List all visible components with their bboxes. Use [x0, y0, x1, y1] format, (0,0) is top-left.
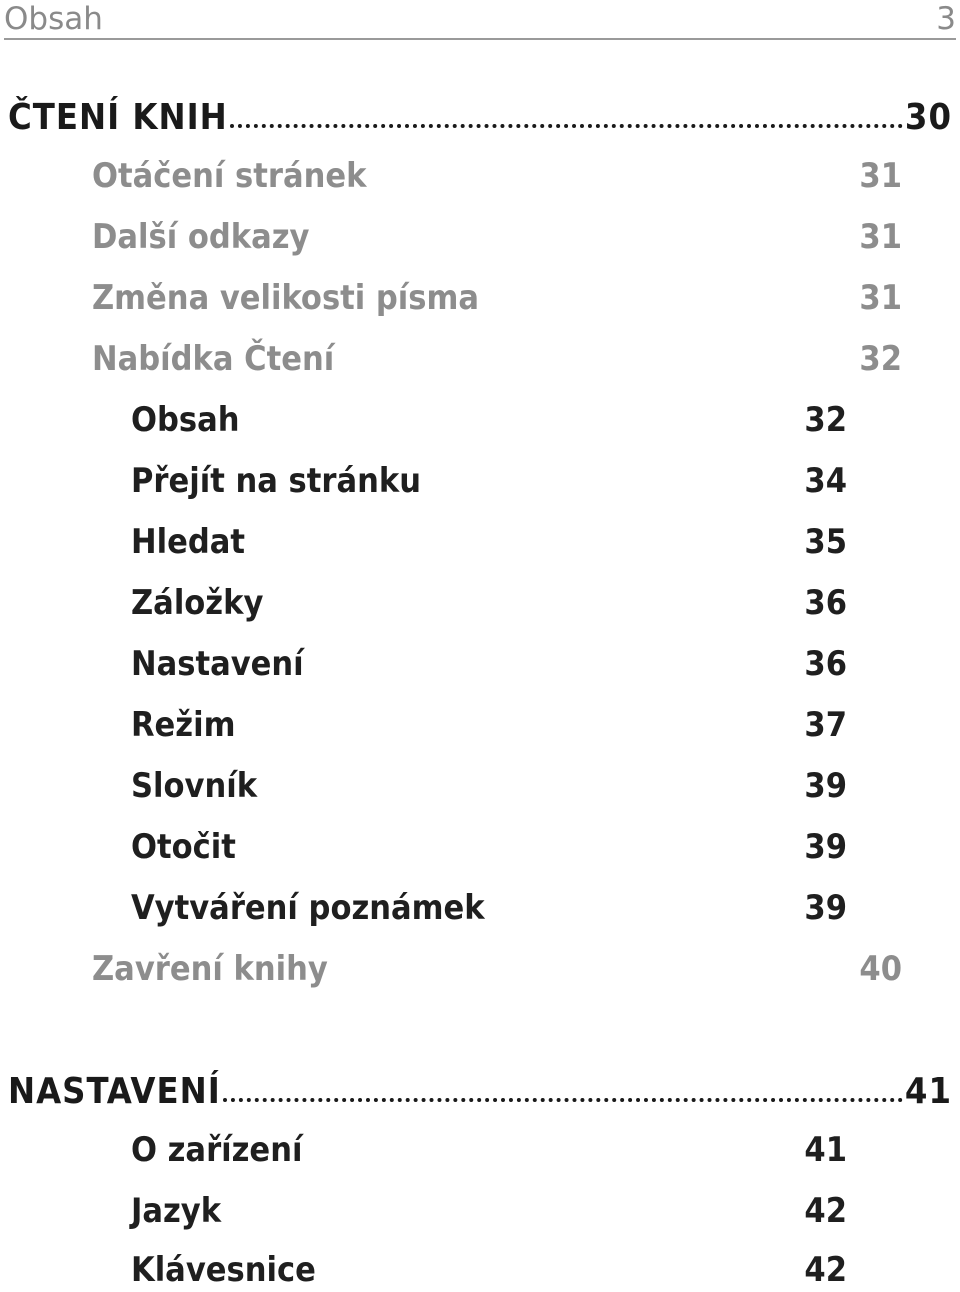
- toc-subentry[interactable]: [131, 520, 847, 564]
- section-page-number: 41: [904, 1071, 952, 1112]
- toc-subentry-label: Slovník: [131, 766, 258, 806]
- toc-subentry-page: 35: [804, 522, 847, 562]
- toc-entry[interactable]: [92, 337, 902, 381]
- toc-entry[interactable]: [92, 276, 902, 320]
- header-title: Obsah: [4, 1, 103, 37]
- toc-entry-label: Další odkazy: [92, 217, 310, 257]
- toc-subentry-page: 42: [804, 1250, 847, 1290]
- toc-subentry-label: O zařízení: [131, 1130, 303, 1170]
- toc-entry-page: 32: [859, 339, 902, 379]
- toc-subentry-page: 39: [804, 827, 847, 867]
- toc-subentry-page: 36: [804, 583, 847, 623]
- header-page-number: 3: [936, 1, 956, 37]
- toc-subentry[interactable]: [131, 703, 847, 747]
- toc-subentry-label: Nastavení: [131, 644, 304, 684]
- section-title: ČTENÍ KNIH: [8, 97, 228, 138]
- toc-subentry[interactable]: [131, 1189, 847, 1233]
- toc-subentry-page: 34: [804, 461, 847, 501]
- toc-entry[interactable]: [92, 215, 902, 259]
- toc-section-nastaveni[interactable]: [8, 1066, 952, 1112]
- toc-subentry-label: Hledat: [131, 522, 245, 562]
- toc-subentry-label: Záložky: [131, 583, 264, 623]
- toc-subentry[interactable]: [131, 1128, 847, 1172]
- toc-subentry-label: Přejít na stránku: [131, 461, 421, 501]
- toc-subentry-page: 41: [804, 1130, 847, 1170]
- section-page-number: 30: [904, 97, 952, 138]
- toc-subentry-page: 32: [804, 400, 847, 440]
- toc-entry[interactable]: [92, 947, 902, 991]
- toc-subentry[interactable]: [131, 642, 847, 686]
- toc-subentry-label: Otočit: [131, 827, 236, 867]
- toc-entry-page: 31: [859, 217, 902, 257]
- dot-leader: [230, 124, 903, 128]
- toc-subentry-label: Režim: [131, 705, 236, 745]
- toc-subentry-label: Jazyk: [131, 1191, 222, 1231]
- toc-entry-page: 31: [859, 278, 902, 318]
- dot-leader: [223, 1098, 903, 1102]
- toc-entry-page: 40: [859, 949, 902, 989]
- toc-subentry-page: 37: [804, 705, 847, 745]
- section-title: NASTAVENÍ: [8, 1071, 221, 1112]
- toc-subentry[interactable]: [131, 459, 847, 503]
- toc-entry-page: 31: [859, 156, 902, 196]
- toc-subentry-label: Obsah: [131, 400, 240, 440]
- toc-subentry[interactable]: [131, 581, 847, 625]
- toc-section-cteni-knih[interactable]: [8, 92, 952, 138]
- toc-subentry[interactable]: [131, 886, 847, 930]
- toc-subentry-page: 39: [804, 888, 847, 928]
- toc-entry[interactable]: [92, 154, 902, 198]
- toc-subentry-page: 36: [804, 644, 847, 684]
- toc-subentry[interactable]: [131, 825, 847, 869]
- toc-subentry[interactable]: [131, 764, 847, 808]
- toc-entry-label: Otáčení stránek: [92, 156, 367, 196]
- toc-entry-label: Změna velikosti písma: [92, 278, 479, 318]
- toc-entry-label: Nabídka Čtení: [92, 339, 335, 379]
- toc-subentry-label: Klávesnice: [131, 1250, 316, 1290]
- toc-subentry-page: 39: [804, 766, 847, 806]
- toc-entry-label: Zavření knihy: [92, 949, 328, 989]
- toc-subentry[interactable]: [131, 1248, 847, 1292]
- page-header: [4, 0, 956, 40]
- toc-subentry[interactable]: [131, 398, 847, 442]
- toc-subentry-page: 42: [804, 1191, 847, 1231]
- toc-subentry-label: Vytváření poznámek: [131, 888, 485, 928]
